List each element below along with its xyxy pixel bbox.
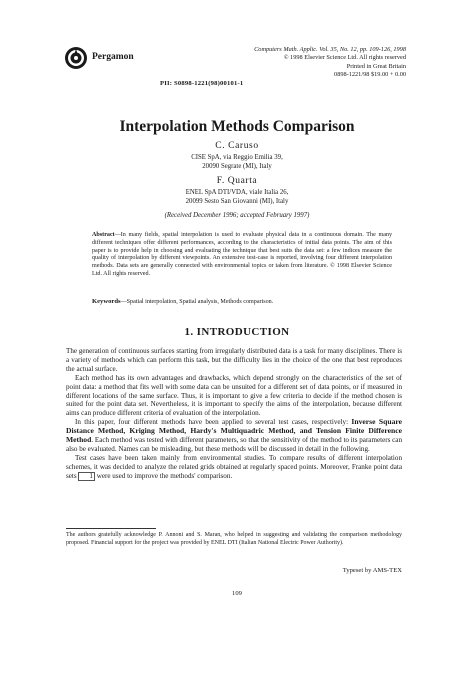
author-name: C. Caruso (215, 141, 259, 151)
paragraph-text: Test cases have been taken mainly from environmental studies. To compare results of different interpolation schemes, it was decided to analyze the related grids obtained at regularly spaced points. Moreover, Franke point data sets (66, 453, 402, 480)
keywords (92, 298, 392, 305)
paragraph (66, 418, 402, 454)
author-name: F. Quarta (216, 176, 258, 186)
received-date: (Received December 1996; accepted February 1997) (164, 212, 310, 219)
paragraph: Each method has its own advantages and drawbacks, which depend strongly on the characteristics of the set of point data: a method that fits well with some data can be unsuited for a different set of data points, or if measured in different locations of the same surface. Thus, it is important to give a few criteria to decide if the method chosen is suited for the point data set. Nevertheless, it is important to specify the aims of the interpolation, because different aims can produce different criteria of evaluation of the interpolation. (66, 373, 402, 418)
paper-title: Interpolation Methods Comparison (119, 118, 355, 135)
pii-identifier: PII: S0898-1221(98)00101-1 (160, 80, 244, 87)
paragraph-text: were used to improve the methods' comparison. (94, 471, 233, 480)
abstract (92, 232, 392, 279)
affiliation-line: CISE SpA, via Reggio Emilia 39, (191, 154, 283, 161)
affiliation-line: ENEL SpA DTI/VDA, viale Italia 26, (185, 189, 289, 196)
footnote-rule (66, 528, 156, 529)
printed-line: Printed in Great Britain (346, 62, 406, 70)
paragraph (66, 454, 402, 481)
citation-link[interactable]: 1 (78, 472, 95, 481)
abstract-label: Abstract (92, 232, 115, 238)
page-number: 109 (232, 590, 242, 597)
paragraph: The generation of continuous surfaces starting from irregularly distributed data is a task for many disciplines. There is a variety of methods which can perform this task, but the difficulty lies in the choice of the one that best reproduces the actual surface. (66, 347, 402, 373)
author-affiliation (0, 189, 474, 206)
methods-list: Inverse Square Distance Method, Kriging Method, Hardy's Multiquadric Method, and Tension Finite Difference Method (66, 417, 402, 445)
author-affiliation (0, 154, 474, 171)
pergamon-logo (64, 46, 88, 70)
affiliation-line: 20090 Segrate (MI), Italy (202, 162, 272, 170)
keywords-label: Keywords (92, 298, 121, 305)
section-body (66, 347, 402, 481)
footnote: The authors gratefully acknowledge P. Annoni and S. Maran, who helped in suggesting and validating the comparison methodology proposed. Financial support for the project was provided by ENEL DTI (Italian National Electric Power Authority). (66, 532, 402, 546)
publisher-name: Pergamon (92, 52, 134, 62)
paragraph-text: . Each method was tested with different parameters, so that the sensitivity of the method to its parameters can also be evaluated. Names can be misleading, but these methods will be discussed in detail in the following. (66, 436, 402, 453)
typeset-note: Typeset by AMS-TEX (342, 567, 402, 574)
copyright-line: © 1998 Elsevier Science Ltd. All rights reserved (283, 54, 406, 62)
paragraph-text: In this paper, four different methods have been applied to several test cases, respectively: (75, 418, 352, 427)
journal-info (186, 46, 406, 80)
price-line: 0898-1221/98 $19.00 + 0.00 (334, 71, 406, 79)
journal-line: Computers Math. Applic. Vol. 35, No. 12, pp. 109-126, 1998 (254, 46, 406, 53)
abstract-text: —In many fields, spatial interpolation is used to evaluate physical data in a continuous domain. The many different techniques offer different performances, according to the characteristics of initial data points. The aim of this paper is to provide help in choosing and evaluating the technique that best suits the data set: a few indices measure the quality of interpolation by different viewpoints. An extensive test-case is reported, involving four different interpolation methods. Data sets are generally connected with environmental topics or taken from literature. © 1998 Elsevier Science Ltd. All rights reserved. (92, 232, 392, 277)
section-heading: 1. INTRODUCTION (184, 326, 290, 338)
keywords-text: —Spatial interpolation, Spatial analysis, Methods comparison. (120, 299, 274, 305)
affiliation-line: 20099 Sesto San Giovanni (MI), Italy (185, 197, 289, 205)
